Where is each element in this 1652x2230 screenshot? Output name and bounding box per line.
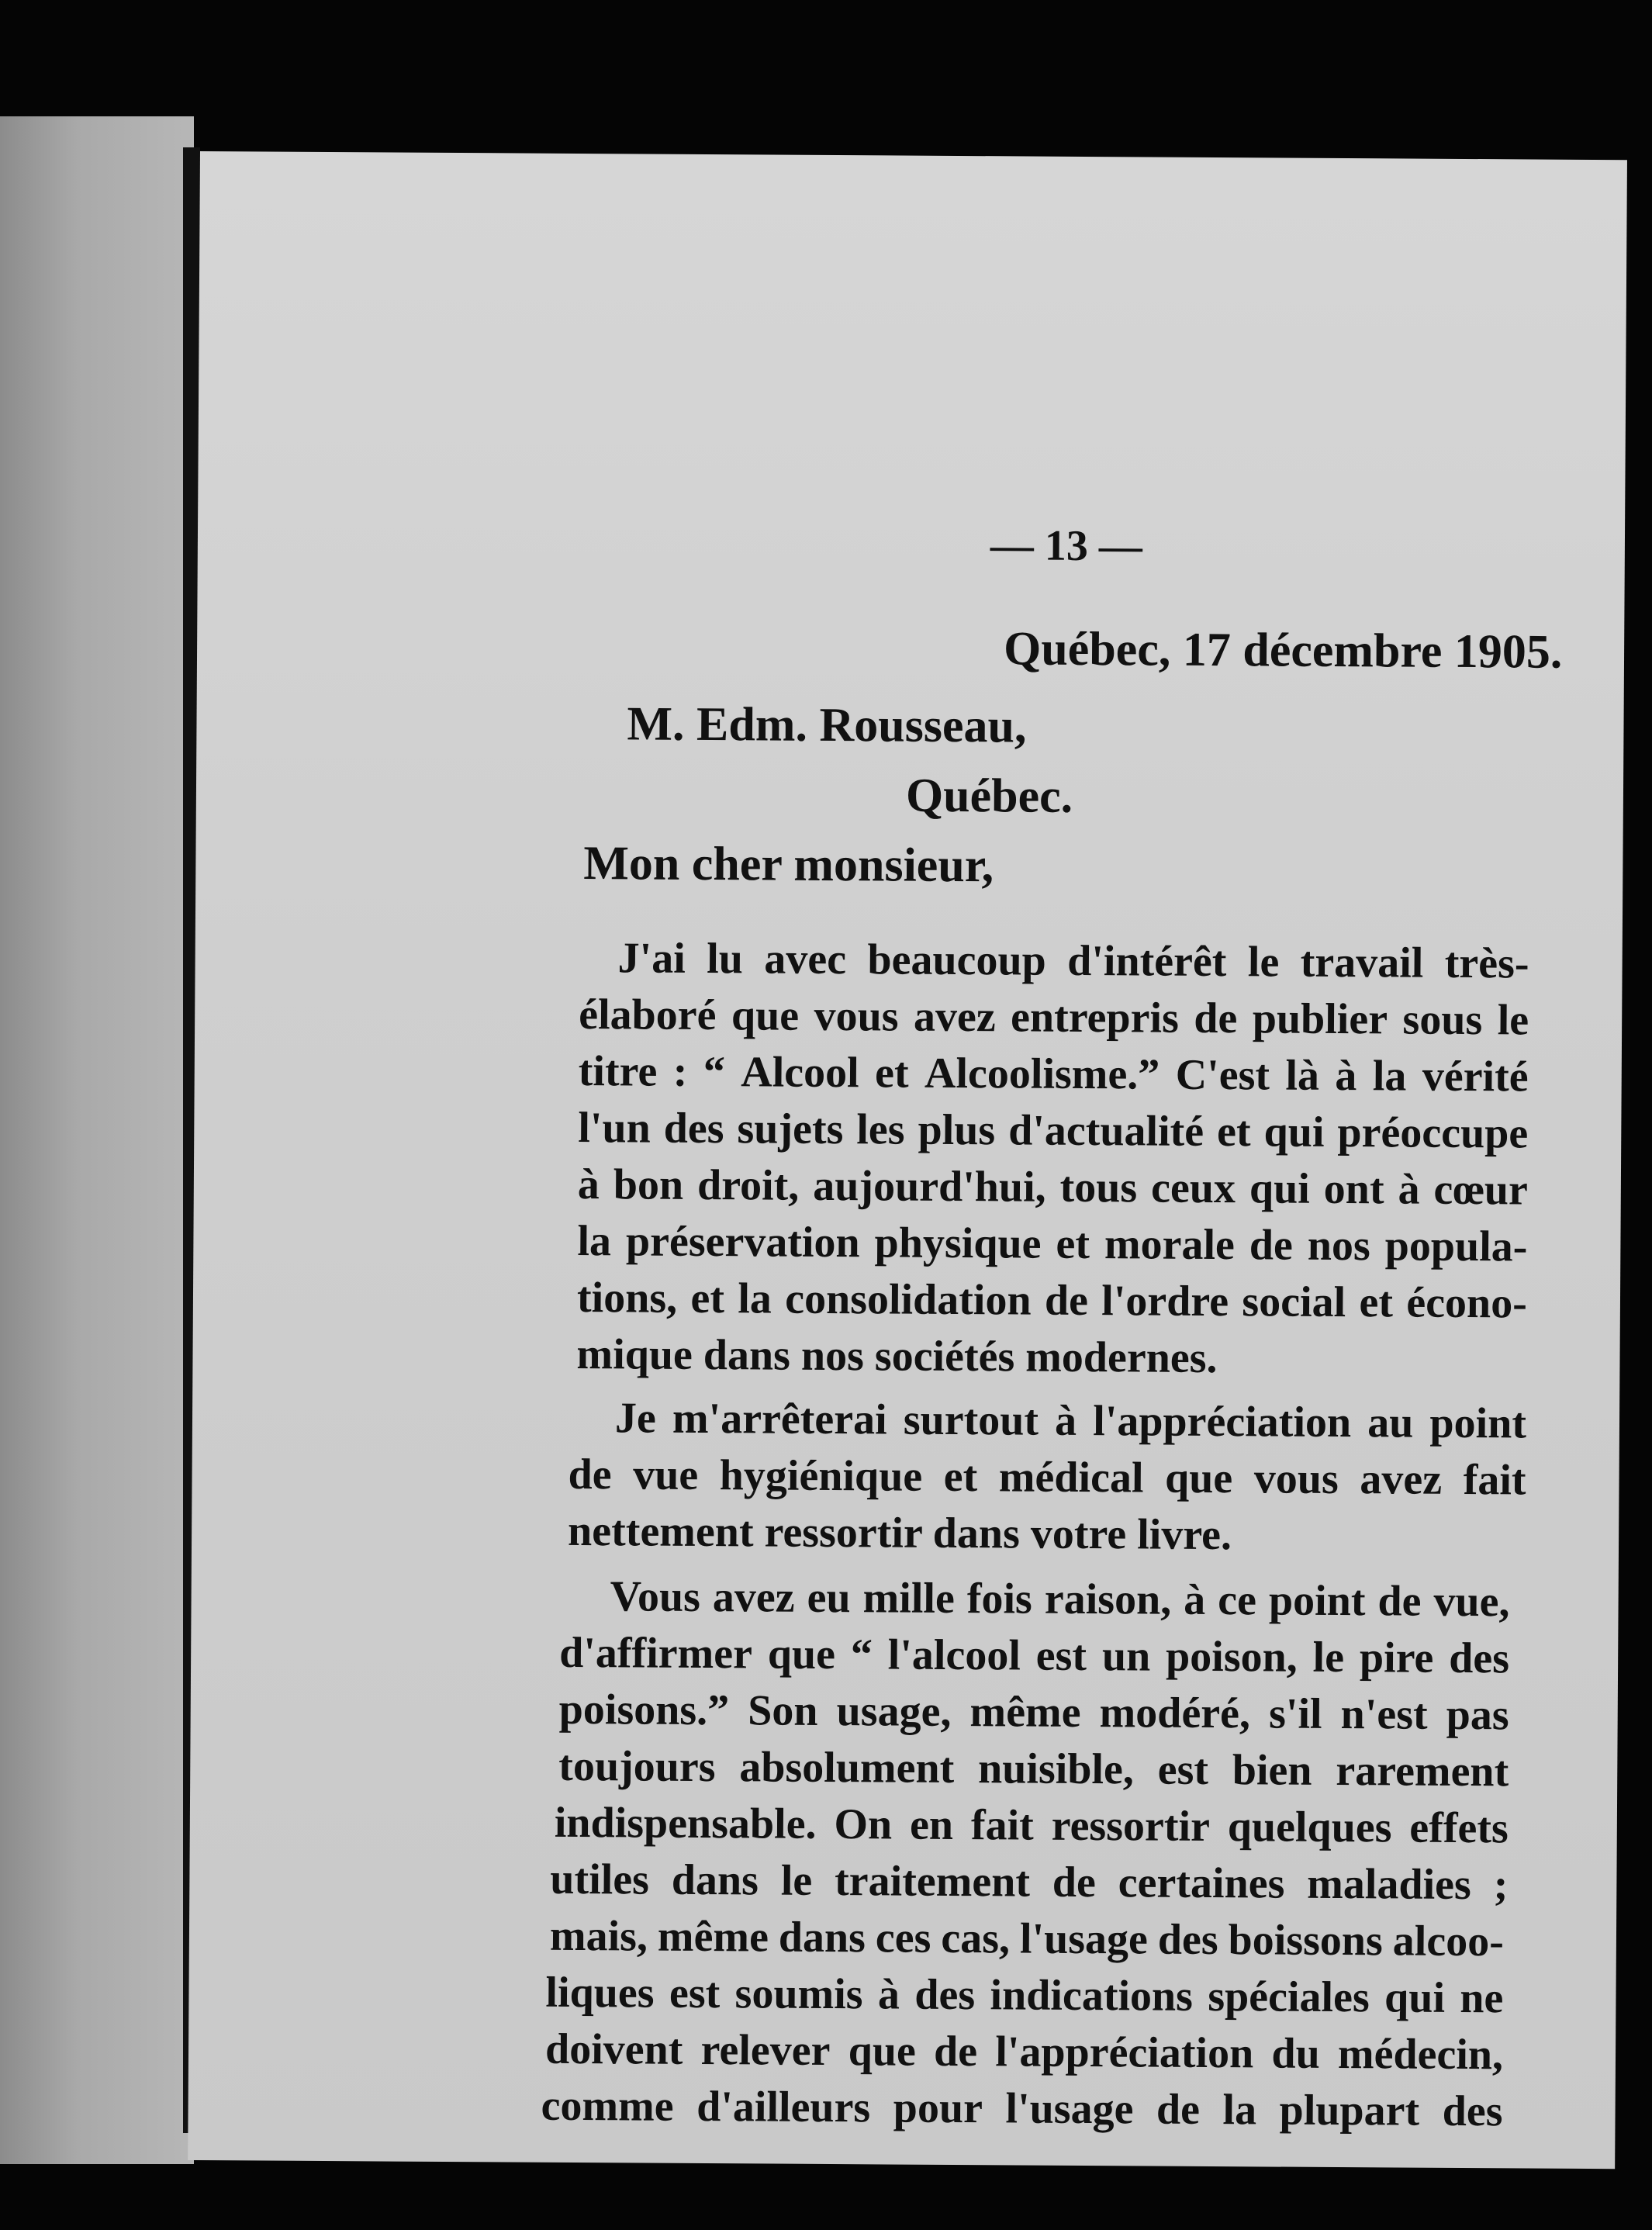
body-line: toujours absolument nuisible, est bien rarement xyxy=(558,1741,1509,1796)
letter-city: Québec. xyxy=(905,769,1073,823)
letter-salutation: Mon cher monsieur, xyxy=(583,837,994,893)
body-line: mique dans nos sociétés modernes. xyxy=(576,1329,1218,1383)
body-line: titre : “ Alcool et Alcoolisme.” C'est là à la vérité xyxy=(578,1047,1529,1101)
body-line: doivent relever que de l'appréciation du médecin, xyxy=(544,2024,1504,2080)
body-line: à bon droit, aujourd'hui, tous ceux qui ont à cœur xyxy=(577,1160,1529,1215)
body-line: tions, et la consolidation de l'ordre social et écono- xyxy=(576,1273,1528,1328)
book-page xyxy=(188,151,1627,2169)
letter-date: Québec, 17 décembre 1905. xyxy=(1003,622,1563,679)
body-line: comme d'ailleurs pour l'usage de la plupart des xyxy=(541,2081,1503,2136)
body-line: mais, même dans ces cas, l'usage des boissons alcoo- xyxy=(549,1911,1505,1966)
facing-page-edge xyxy=(0,116,194,2164)
body-line: poisons.” Son usage, même modéré, s'il n'est pas xyxy=(558,1685,1509,1740)
body-line: liques est soumis à des indications spéciales qui ne xyxy=(545,1968,1504,2023)
body-line: indispensable. On en fait ressortir quelques effets xyxy=(554,1798,1509,1853)
body-line: la préservation physique et morale de nos popula- xyxy=(577,1216,1528,1271)
body-line: Vous avez eu mille fois raison, à ce point de vue, xyxy=(610,1572,1510,1627)
body-line: d'affirmer que “ l'alcool est un poison, le pire des xyxy=(558,1628,1510,1683)
body-line: J'ai lu avec beaucoup d'intérêt le travail très- xyxy=(617,934,1529,988)
letter-addressee: M. Edm. Rousseau, xyxy=(627,697,1027,753)
body-line: utiles dans le traitement de certaines maladies ; xyxy=(550,1855,1509,1910)
body-line: Je m'arrêterai surtout à l'appréciation au point xyxy=(614,1394,1527,1448)
body-line: de vue hygiénique et médical que vous avez fait xyxy=(568,1450,1526,1505)
body-line: l'un des sujets les plus d'actualité et qui préoccupe xyxy=(578,1104,1529,1158)
body-line: nettement ressortir dans votre livre. xyxy=(567,1506,1232,1560)
page-number: — 13 — xyxy=(990,521,1143,571)
body-line: élaboré que vous avez entrepris de publier sous le xyxy=(579,991,1529,1045)
